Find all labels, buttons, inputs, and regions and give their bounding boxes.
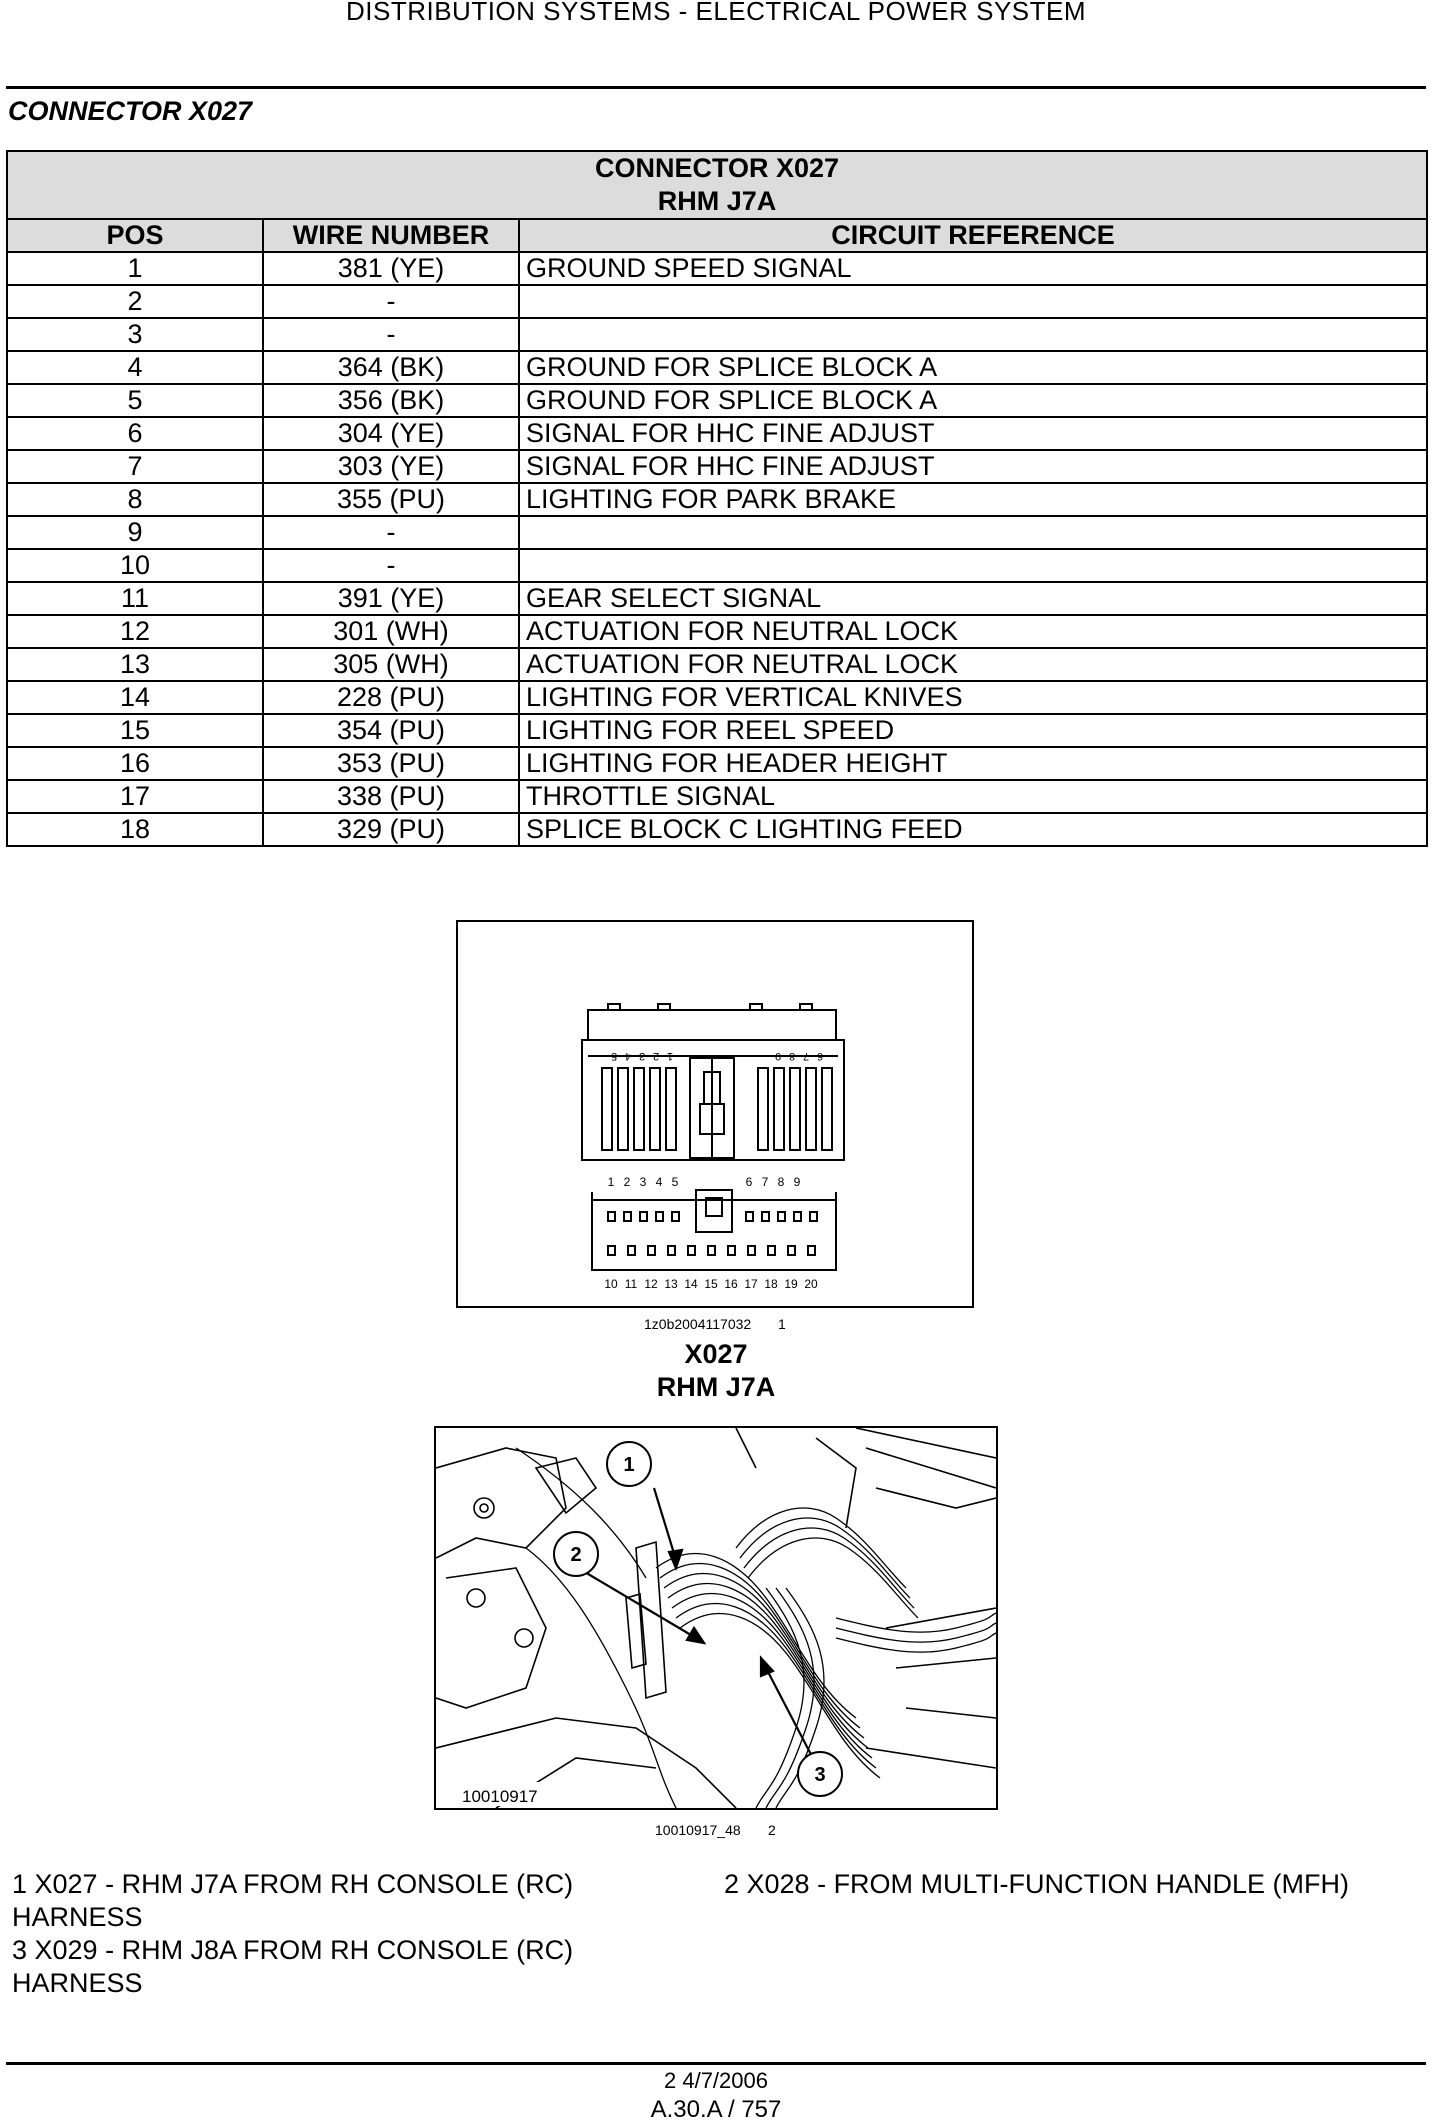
bottom-pin-label: 2 xyxy=(623,1175,631,1189)
legend-item-3: 3 X029 - RHM J8A FROM RH CONSOLE (RC) HARNESS xyxy=(12,1935,574,1998)
harness-photo-figure xyxy=(434,1426,998,1810)
cell-circuit: GROUND FOR SPLICE BLOCK A xyxy=(519,384,1427,417)
cell-pos: 15 xyxy=(7,714,263,747)
bottom-pin-label: 17 xyxy=(744,1277,758,1291)
table-row xyxy=(7,252,1427,285)
harness-illustration xyxy=(436,1428,996,1808)
bottom-pin-label: 8 xyxy=(777,1175,785,1189)
bottom-pin-label: 9 xyxy=(793,1175,801,1189)
bottom-pin-label: 4 xyxy=(655,1175,663,1189)
table-row xyxy=(7,483,1427,516)
cell-pos: 3 xyxy=(7,318,263,351)
table-row xyxy=(7,549,1427,582)
cell-wire: 304 (YE) xyxy=(263,417,519,450)
top-pin-label: 2 xyxy=(652,1050,660,1062)
connector-table xyxy=(6,150,1428,847)
cell-pos: 10 xyxy=(7,549,263,582)
table-row xyxy=(7,351,1427,384)
cell-pos: 9 xyxy=(7,516,263,549)
cell-wire: 228 (PU) xyxy=(263,681,519,714)
cell-circuit: GEAR SELECT SIGNAL xyxy=(519,582,1427,615)
cell-wire: 381 (YE) xyxy=(263,252,519,285)
cell-circuit: THROTTLE SIGNAL xyxy=(519,780,1427,813)
table-row xyxy=(7,318,1427,351)
bottom-pin-label: 16 xyxy=(724,1277,738,1291)
cell-pos: 2 xyxy=(7,285,263,318)
footer-rule xyxy=(6,2062,1426,2065)
callout-1-label: 1 xyxy=(623,1454,635,1476)
table-row xyxy=(7,780,1427,813)
cell-pos: 4 xyxy=(7,351,263,384)
cell-wire: 355 (PU) xyxy=(263,483,519,516)
cell-wire: 353 (PU) xyxy=(263,747,519,780)
cell-pos: 18 xyxy=(7,813,263,846)
col-header-circuit: CIRCUIT REFERENCE xyxy=(519,219,1427,252)
footer-page: A.30.A / 757 xyxy=(650,2096,782,2123)
header-rule xyxy=(6,86,1426,89)
bottom-pin-label: 11 xyxy=(624,1277,638,1291)
cell-circuit: LIGHTING FOR HEADER HEIGHT xyxy=(519,747,1427,780)
cell-wire: 301 (WH) xyxy=(263,615,519,648)
figure1-label-line1: X027 xyxy=(684,1339,748,1369)
table-row xyxy=(7,384,1427,417)
cell-wire: - xyxy=(263,549,519,582)
table-row xyxy=(7,747,1427,780)
page-header-title: DISTRIBUTION SYSTEMS - ELECTRICAL POWER SYSTEM xyxy=(345,0,1087,26)
top-pin-label: 7 xyxy=(802,1050,810,1062)
top-pin-label: 8 xyxy=(788,1050,796,1062)
bottom-pin-label: 3 xyxy=(639,1175,647,1189)
connector-drawing xyxy=(458,922,972,1306)
cell-wire: 391 (YE) xyxy=(263,582,519,615)
bottom-pin-label: 20 xyxy=(804,1277,818,1291)
table-caption-line1: CONNECTOR X027 xyxy=(594,153,840,183)
figure1-number: 1 xyxy=(778,1316,786,1332)
bottom-pin-label: 6 xyxy=(745,1175,753,1189)
table-row xyxy=(7,285,1427,318)
cell-circuit: SIGNAL FOR HHC FINE ADJUST xyxy=(519,417,1427,450)
cell-pos: 11 xyxy=(7,582,263,615)
cell-wire: 354 (PU) xyxy=(263,714,519,747)
cell-circuit: GROUND SPEED SIGNAL xyxy=(519,252,1427,285)
figure1-label-line2: RHM J7A xyxy=(656,1372,776,1402)
cell-circuit: SIGNAL FOR HHC FINE ADJUST xyxy=(519,450,1427,483)
col-header-wire: WIRE NUMBER xyxy=(263,219,519,252)
cell-circuit xyxy=(519,516,1427,549)
cell-pos: 16 xyxy=(7,747,263,780)
top-pin-label: 5 xyxy=(610,1050,618,1062)
legend-item-2: 2 X028 - FROM MULTI-FUNCTION HANDLE (MFH) xyxy=(724,1869,1350,1899)
cell-wire: 338 (PU) xyxy=(263,780,519,813)
cell-pos: 12 xyxy=(7,615,263,648)
cell-pos: 6 xyxy=(7,417,263,450)
table-caption-line2: RHM J7A xyxy=(657,186,777,216)
bottom-pin-label: 1 xyxy=(607,1175,615,1189)
table-row xyxy=(7,714,1427,747)
table-row xyxy=(7,813,1427,846)
inset-code: 10010917 xyxy=(462,1787,538,1806)
cell-pos: 1 xyxy=(7,252,263,285)
cell-wire: 305 (WH) xyxy=(263,648,519,681)
table-row xyxy=(7,582,1427,615)
cell-circuit: LIGHTING FOR PARK BRAKE xyxy=(519,483,1427,516)
cell-wire: 303 (YE) xyxy=(263,450,519,483)
cell-circuit xyxy=(519,549,1427,582)
figure2-image-id: 10010917_48 xyxy=(655,1822,741,1838)
cell-circuit xyxy=(519,318,1427,351)
top-pin-label: 9 xyxy=(774,1050,782,1062)
cell-pos: 5 xyxy=(7,384,263,417)
cell-wire: 364 (BK) xyxy=(263,351,519,384)
top-pin-label: 4 xyxy=(624,1050,632,1062)
table-row xyxy=(7,450,1427,483)
cell-circuit: SPLICE BLOCK C LIGHTING FEED xyxy=(519,813,1427,846)
bottom-pin-label: 13 xyxy=(664,1277,678,1291)
callout-2-label: 2 xyxy=(570,1544,582,1566)
bottom-pin-label: 15 xyxy=(704,1277,718,1291)
cell-wire: - xyxy=(263,318,519,351)
cell-circuit: ACTUATION FOR NEUTRAL LOCK xyxy=(519,648,1427,681)
bottom-pin-label: 12 xyxy=(644,1277,658,1291)
table-row xyxy=(7,417,1427,450)
cell-wire: 356 (BK) xyxy=(263,384,519,417)
cell-circuit: LIGHTING FOR VERTICAL KNIVES xyxy=(519,681,1427,714)
table-row xyxy=(7,681,1427,714)
cell-pos: 17 xyxy=(7,780,263,813)
table-row xyxy=(7,516,1427,549)
bottom-pin-label: 7 xyxy=(761,1175,769,1189)
cell-circuit xyxy=(519,285,1427,318)
footer-date: 2 4/7/2006 xyxy=(664,2068,768,2093)
figure2-number: 2 xyxy=(768,1822,776,1838)
table-row xyxy=(7,648,1427,681)
cell-circuit: GROUND FOR SPLICE BLOCK A xyxy=(519,351,1427,384)
top-pin-label: 1 xyxy=(666,1050,674,1062)
section-title: CONNECTOR X027 xyxy=(8,96,253,126)
table-caption xyxy=(7,151,1427,219)
bottom-pin-label: 18 xyxy=(764,1277,778,1291)
table-row xyxy=(7,615,1427,648)
bottom-pin-label: 19 xyxy=(784,1277,798,1291)
cell-pos: 7 xyxy=(7,450,263,483)
cell-circuit: ACTUATION FOR NEUTRAL LOCK xyxy=(519,615,1427,648)
figure1-image-id: 1z0b2004117032 xyxy=(644,1316,752,1332)
cell-pos: 13 xyxy=(7,648,263,681)
bottom-pin-label: 10 xyxy=(604,1277,618,1291)
bottom-pin-label: 14 xyxy=(684,1277,698,1291)
callout-3-label: 3 xyxy=(814,1764,826,1786)
cell-wire: - xyxy=(263,516,519,549)
connector-diagram-figure xyxy=(456,920,974,1308)
cell-wire: 329 (PU) xyxy=(263,813,519,846)
top-pin-label: 3 xyxy=(638,1050,646,1062)
top-pin-label: 6 xyxy=(816,1050,824,1062)
legend-item-1: 1 X027 - RHM J7A FROM RH CONSOLE (RC) HARNESS xyxy=(12,1869,574,1932)
cell-pos: 8 xyxy=(7,483,263,516)
col-header-pos: POS xyxy=(7,219,263,252)
bottom-pin-label: 5 xyxy=(671,1175,679,1189)
cell-wire: - xyxy=(263,285,519,318)
cell-pos: 14 xyxy=(7,681,263,714)
cell-circuit: LIGHTING FOR REEL SPEED xyxy=(519,714,1427,747)
